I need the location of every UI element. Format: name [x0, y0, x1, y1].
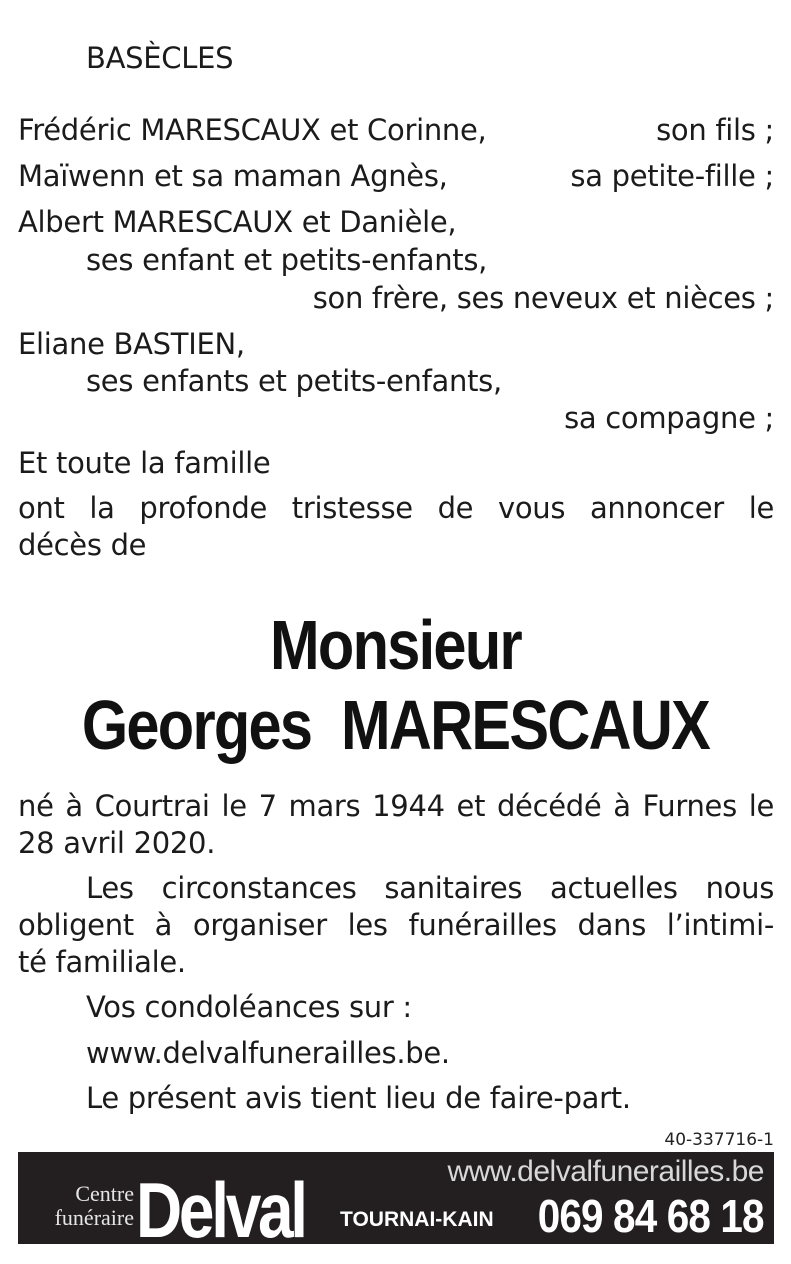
family-relation-eliane: sa compagne ;	[564, 401, 774, 435]
funeral-home-city: TOURNAI-KAIN	[340, 1208, 494, 1231]
circumstances-line-1	[86, 870, 774, 906]
family-name-albert: Albert MARESCAUX et Danièle,	[18, 205, 457, 239]
family-sub-eliane: ses enfants et petits-enfants,	[86, 364, 502, 398]
announcement-text: ont la profonde tristesse de vous annoncer le	[18, 491, 774, 525]
town-heading: BASÈCLES	[86, 41, 234, 75]
deceased-title: Monsieur	[270, 606, 521, 684]
death-date: 28 avril 2020.	[18, 826, 216, 860]
circumstances-text: obligent à organiser les funérailles dans l’intimi-	[18, 908, 774, 942]
circumstances-text: Les circonstances sanitaires actuelles nous	[86, 871, 774, 905]
birth-death-line	[18, 788, 774, 824]
condolences-website[interactable]: www.delvalfunerailles.be.	[86, 1036, 450, 1070]
funeral-home-brand: Delval	[136, 1166, 305, 1254]
family-relation-albert: son frère, ses neveux et nièces ;	[312, 281, 774, 315]
announcement-end: décès de	[18, 528, 147, 562]
family-name: Maïwenn et sa maman Agnès,	[18, 159, 448, 193]
condolences-label: Vos condoléances sur :	[86, 990, 412, 1024]
centre-text: Centre	[75, 1181, 134, 1206]
family-relation: sa petite-fille ;	[570, 159, 774, 193]
family-sub-albert: ses enfant et petits-enfants,	[86, 243, 488, 277]
family-row-granddaughter	[18, 158, 774, 194]
notice-text: Le présent avis tient lieu de faire-part.	[86, 1081, 631, 1115]
family-row-son	[18, 112, 774, 148]
funeral-home-banner	[18, 1152, 774, 1254]
funeral-home-phone[interactable]: 069 84 68 18	[538, 1190, 764, 1242]
funeral-home-label	[26, 1182, 134, 1230]
deceased-name: Georges MARESCAUX	[81, 686, 710, 764]
family-relation: son fils ;	[656, 113, 774, 147]
funeraire-text: funéraire	[54, 1205, 134, 1230]
funeral-home-website[interactable]: www.delvalfunerailles.be	[447, 1155, 764, 1188]
reference-number: 40-337716-1	[664, 1130, 774, 1150]
circumstances-line-2	[18, 907, 774, 943]
family-name: Frédéric MARESCAUX et Corinne,	[18, 113, 487, 147]
family-closing: Et toute la famille	[18, 446, 271, 480]
family-name-eliane: Eliane BASTIEN,	[18, 327, 245, 361]
birth-death-text: né à Courtrai le 7 mars 1944 et décédé à Furnes le	[18, 789, 774, 823]
circumstances-line-3: té familiale.	[18, 945, 186, 979]
announcement-line	[18, 490, 774, 526]
